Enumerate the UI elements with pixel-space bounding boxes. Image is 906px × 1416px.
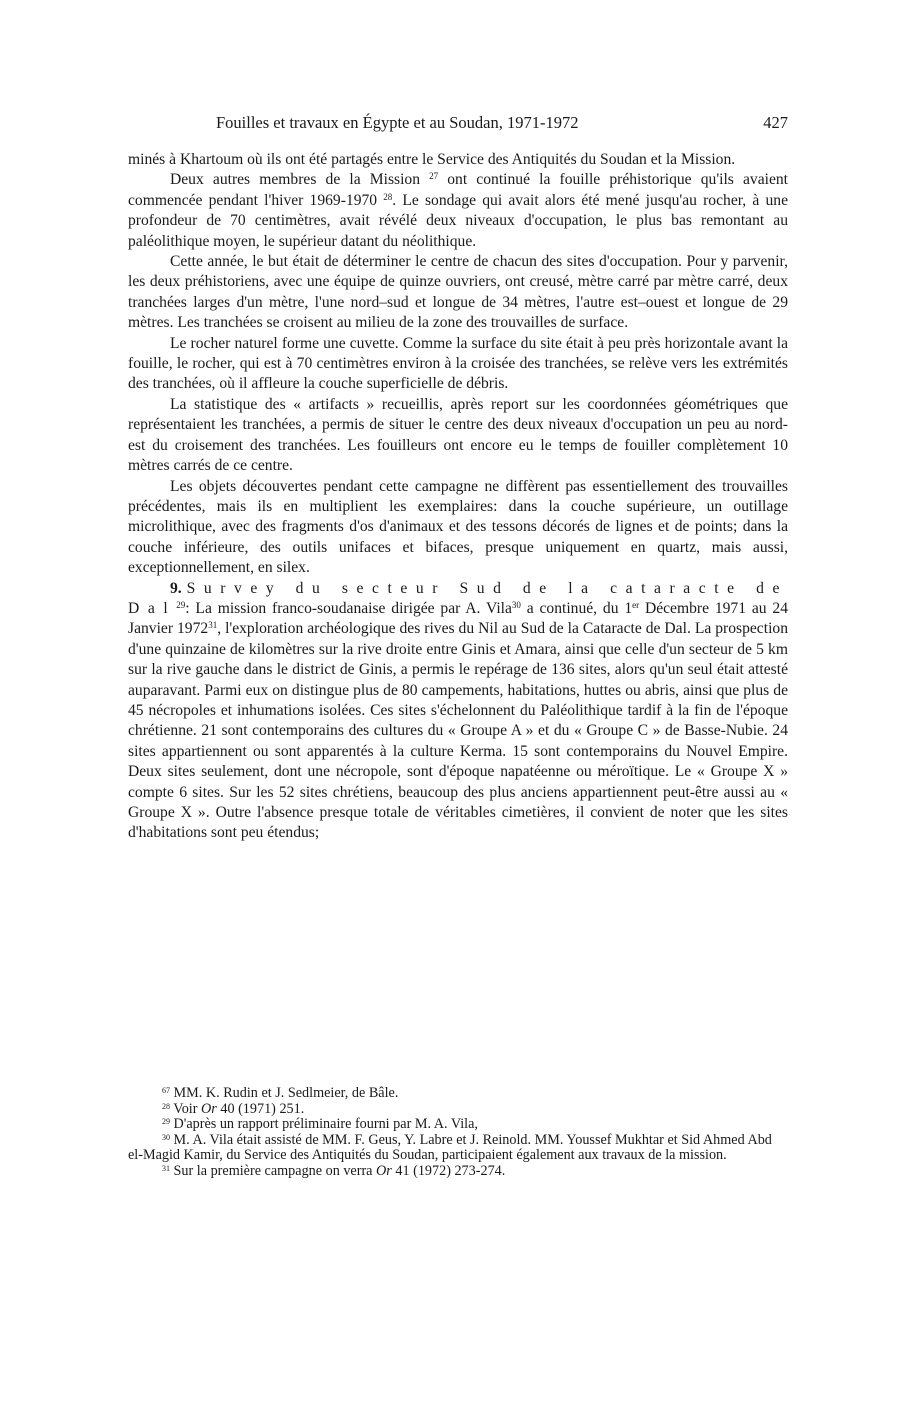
journal-abbrev: Or: [201, 1100, 217, 1117]
footnote-text: 40 (1971) 251.: [216, 1100, 305, 1117]
running-title: Fouilles et travaux en Égypte et au Soudan, 1971-1972: [216, 113, 579, 132]
main-text: [128, 150, 788, 844]
footnote-text: MM. K. Rudin et J. Sedlmeier, de Bâle.: [170, 1085, 399, 1101]
footnote-text: D'après un rapport préliminaire fourni par M. A. Vila,: [170, 1116, 478, 1133]
footnotes: [128, 1086, 788, 1180]
footnote-28: [128, 1102, 788, 1118]
footnote-ref: 27: [429, 171, 439, 182]
paragraph-7-text-d: , l'exploration archéologique des rives du Nil au Sud de la Cataracte de Dal. La prospection d'une quinzaine de kilomètres sur la rive droite entre Ginis et Amara, ainsi que celle d'un secteur de 5 km sur la rive gauche dans le district de Ginis, a permis le repérage de 136 sites, alors qu'un seul était attesté auparavant. Parmi eux on distingue plus de 80 campements, habitations, huttes ou abris, ainsi que plus de 45 nécropoles et inhumations isolées. Ces sites s'échelonnent du Paléolithique tardif à la fin de l'époque chrétienne. 21 sont contemporains des cultures du « Groupe A » et du « Groupe C » de Basse-Nubie. 24 sites appartiennent ou sont apparentés à la culture Kerma. 15 sont contemporains du Nouvel Empire. Deux sites seulement, dont une nécropole, sont d'époque napatéenne ou méroïtique. Le « Groupe X » compte 6 sites. Sur les 52 sites chrétiens, beaucoup des plus anciens appartiennent peut-être aussi au « Groupe X ». Outre l'absence presque totale de véritables cimetières, il convient de noter que les sites d'habitations sont peu étendus;: [128, 620, 788, 842]
footnote-27: [128, 1086, 788, 1102]
footnote-text: M. A. Vila était assisté de MM. F. Geus, Y. Labre et J. Reinold. MM. Youssef Mukhtar et Sid Ahmed Abd el-Magid Kamir, du Service des Antiquités du Soudan, participaient également aux travaux de la mission.: [128, 1131, 772, 1164]
page-number: 427: [763, 113, 788, 132]
footnote-30: [128, 1133, 788, 1164]
footnote-ref: 30: [511, 599, 521, 610]
footnote-31: [128, 1164, 788, 1180]
footnote-text: Voir: [170, 1100, 202, 1117]
footnote-number: 28: [162, 1101, 170, 1111]
paragraph-6: Les objets découvertes pendant cette campagne ne diffèrent pas essentiellement des trouvailles précédentes, mais ils en multiplient les exemplaires: dans la couche supérieure, un outillage microlithique, avec des fragments d'os d'animaux et des tessons décorés de lignes et de points; dans la couche inférieure, des outils unifaces et bifaces, presque uniquement en quartz, mais aussi, exceptionnellement, en silex.: [128, 477, 788, 577]
paragraph-2-text-b: ont continué la fouille préhistorique qu'ils avaient commencée pendant l'hiver 1969-1970: [128, 171, 789, 209]
paragraph-2: [128, 170, 788, 252]
paragraph-4: Le rocher naturel forme une cuvette. Comme la surface du site était à peu près horizontale avant la fouille, le rocher, qui est à 70 centimètres environ à la croisée des tranchées, se relève vers les extrémités des tranchées, où il affleure la couche superficielle de débris.: [128, 334, 788, 393]
paragraph-7-text-a: : La mission franco-soudanaise dirigée par A. Vila: [185, 599, 512, 617]
footnote-number: 67: [162, 1086, 170, 1095]
paragraph-2-text-a: Deux autres membres de la Mission: [170, 171, 430, 189]
page-header: [128, 113, 788, 135]
paragraph-1: minés à Khartoum où ils ont été partagés entre le Service des Antiquités du Soudan et la Mission.: [128, 151, 736, 168]
paragraph-2-text-c: . Le sondage qui avait alors été mené jusqu'au rocher, à une profondeur de 70 centimètres, avait révélé deux niveaux d'occupation, le plus bas remontant au paléolithique moyen, le supérieur datant du néolithique.: [128, 191, 788, 250]
paragraph-3: Cette année, le but était de déterminer le centre de chacun des sites d'occupation. Pour y parvenir, les deux préhistoriens, avec une équipe de quinze ouvriers, ont creusé, mètre carré par mètre carré, deux tranchées larges d'un mètre, l'une nord–sud et longue de 34 mètres, l'autre est–ouest et longue de 29 mètres. Les tranchées se croisent au milieu de la zone des trouvailles de surface.: [128, 253, 788, 332]
footnote-number: 31: [162, 1163, 170, 1173]
section-heading: Survey du secteur Sud de la cataracte de Dal: [128, 579, 788, 617]
ordinal-suffix: er: [632, 599, 640, 610]
paragraph-7-text-c: Décembre 1971 au 24 Janvier 1972: [128, 599, 788, 638]
section-number: 9.: [170, 579, 182, 597]
footnote-text: 41 (1972) 273-274.: [391, 1162, 506, 1179]
paragraph-7: [128, 579, 788, 844]
paragraph-5: La statistique des « artifacts » recueillis, après report sur les coordonnées géométriques que représentaient les tranchées, a permis de situer le centre des deux niveaux d'occupation un peu au nord-est du croisement des tranchées. Les fouilleurs ont encore eu le temps de fouiller complètement 10 mètres carrés de ce centre.: [128, 395, 788, 475]
footnote-number: 30: [162, 1132, 170, 1142]
footnote-number: 29: [162, 1117, 170, 1127]
footnote-29: [128, 1117, 788, 1133]
footnote-ref: 28: [383, 191, 393, 202]
footnote-ref: 29: [176, 599, 186, 610]
footnote-text: Sur la première campagne on verra: [170, 1162, 377, 1179]
footnote-ref: 31: [208, 620, 218, 631]
journal-abbrev: Or: [376, 1162, 392, 1179]
paragraph-7-text-b: a continué, du 1: [520, 599, 633, 617]
